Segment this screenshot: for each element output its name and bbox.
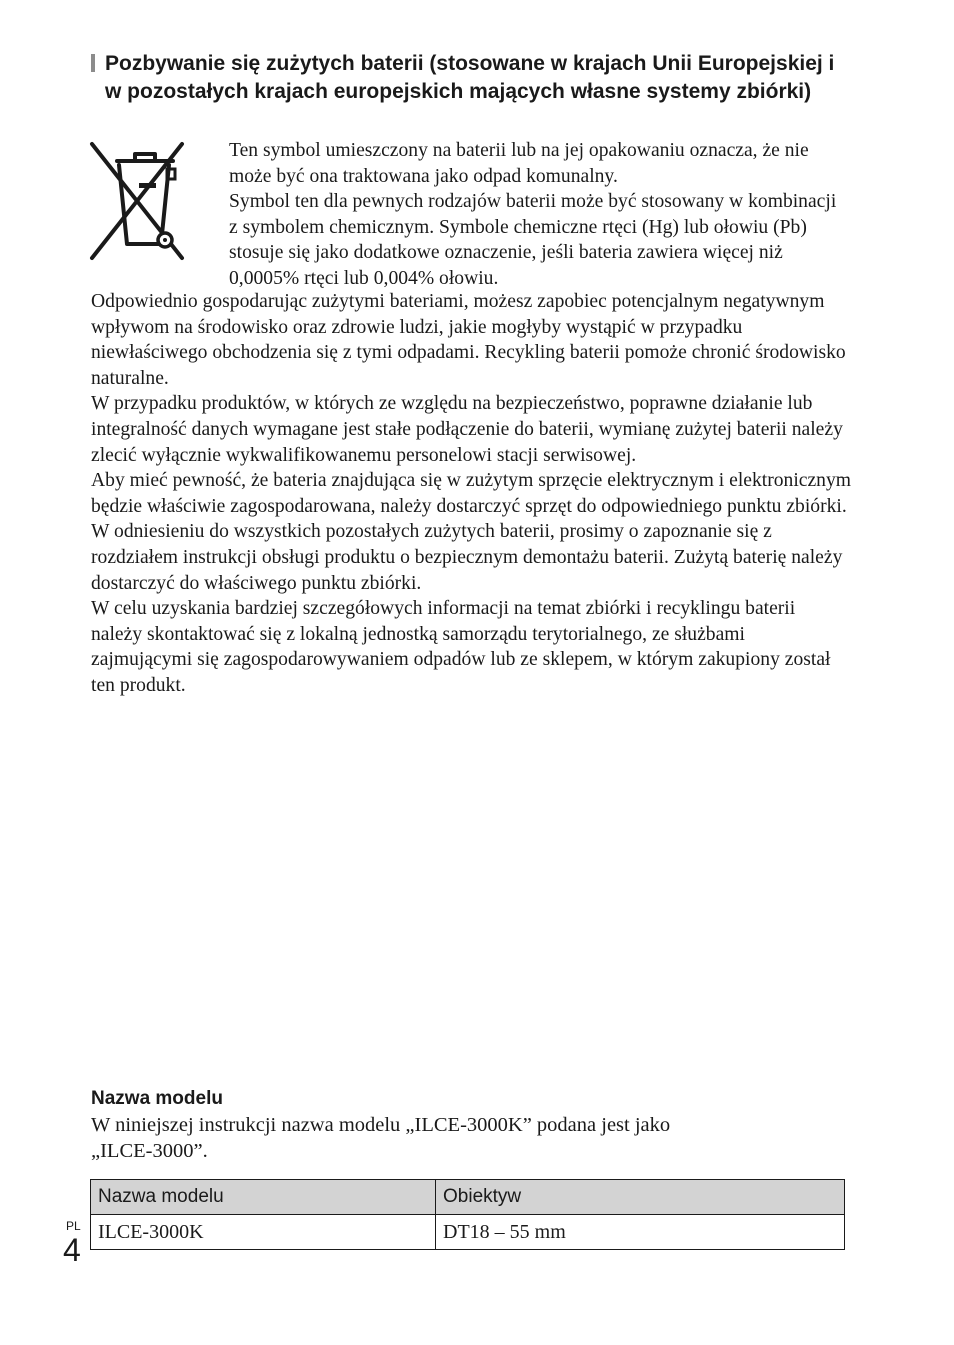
model-text-line: „ILCE-3000”.	[91, 1140, 208, 1162]
table-row	[91, 1215, 845, 1250]
crossed-out-wheeled-bin-icon	[89, 141, 185, 263]
intro-paragraph: Symbol ten dla pewnych rodzajów baterii może być stosowany w kombinacji z symbolem chemicznym. Symbole chemiczne rtęci (Hg) lub ołowiu (Pb) stosuje się jako dodatkowe oznaczenie, jeśli bateria zawiera więcej niż 0,0005% rtęci lub 0,004% ołowiu.	[229, 191, 837, 289]
section-heading-text: Pozbywanie się zużytych baterii (stosowane w krajach Unii Europejskiej i w pozostałych krajach europejskich mających własne systemy zbiórki)	[105, 52, 835, 103]
body-paragraph: Aby mieć pewność, że bateria znajdująca się w zużytym sprzęcie elektrycznym i elektronicznym będzie właściwie zagospodarowana, należy dostarczyć sprzęt do odpowiedniego punktu zbiórki.	[91, 470, 852, 517]
section-heading	[91, 50, 851, 106]
table-header-cell: Nazwa modelu	[91, 1180, 436, 1215]
model-text-line: W niniejszej instrukcji nazwa modelu „ILCE-3000K” podana jest jako	[91, 1114, 671, 1136]
table-cell: ILCE-3000K	[91, 1215, 436, 1250]
model-name-heading: Nazwa modelu	[91, 1088, 223, 1109]
table-header-row	[91, 1180, 845, 1215]
page-number: 4	[63, 1232, 81, 1268]
table-cell: DT18 – 55 mm	[436, 1215, 845, 1250]
body-paragraph: W przypadku produktów, w których ze względu na bezpieczeństwo, poprawne działanie lub integralność danych wymagane jest stałe podłączenie do baterii, wymianę zużytej baterii należy zlecić wyłącznie wykwalifikowanemu personelowi stacji serwisowej.	[91, 393, 843, 466]
model-table	[90, 1179, 845, 1250]
model-name-description	[91, 1112, 811, 1164]
body-paragraph: W odniesieniu do wszystkich pozostałych zużytych baterii, prosimy o zapoznanie się z rozdziałem instrukcji obsługi produktu o bezpiecznym demontażu baterii. Zużytą baterię należy dostarczyć do właściwego punktu zbiórki.	[91, 521, 843, 594]
body-paragraph: W celu uzyskania bardziej szczegółowych informacji na temat zbiórki i recyklingu baterii należy skontaktować się z lokalną jednostką samorządu terytorialnego, ze służbami zajmującymi się zagospodarowywaniem odpadów lub ze sklepem, w którym zakupiony został ten produkt.	[91, 598, 831, 696]
language-code: PL	[66, 1219, 81, 1233]
heading-marker-bar	[91, 54, 95, 72]
intro-paragraph: Ten symbol umieszczony na baterii lub na jej opakowaniu oznacza, że nie może być ona traktowana jako odpad komunalny.	[229, 140, 809, 187]
symbol-description	[229, 138, 849, 292]
disposal-instructions	[91, 289, 851, 699]
body-paragraph: Odpowiednio gospodarując zużytymi bateriami, możesz zapobiec potencjalnym negatywnym wpływom na środowisko oraz zdrowie ludzi, jakie mogłyby wystąpić w przypadku niewłaściwego obchodzenia się z tymi odpadami. Recykling baterii pomoże chronić środowisko naturalne.	[91, 291, 846, 389]
table-header-cell: Obiektyw	[436, 1180, 845, 1215]
